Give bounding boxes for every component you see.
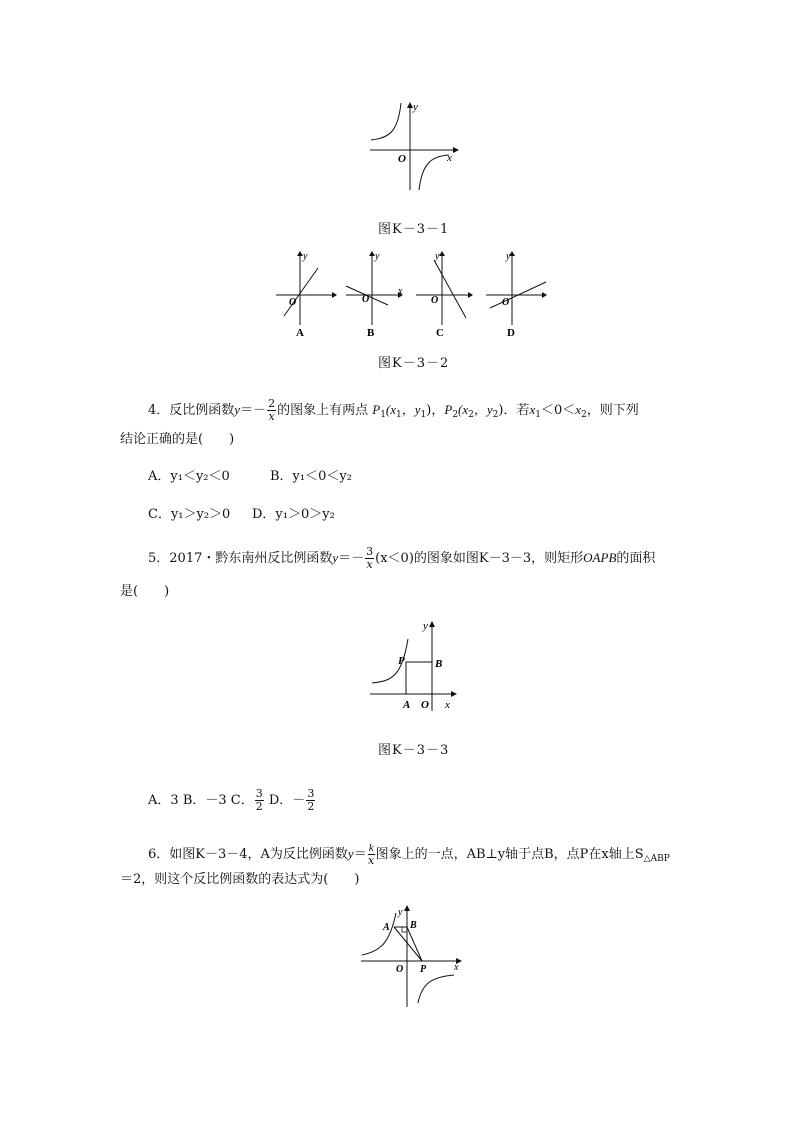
svg-text:x: x: [454, 962, 459, 973]
option-d-label: D: [507, 327, 515, 339]
q5-option-a[interactable]: A．3: [148, 793, 179, 809]
caption-k333: 图K－3－3: [378, 743, 450, 758]
q4-line2: 结论正确的是( ): [120, 432, 235, 447]
q4-line1: 4．反比例函数y＝－ $\frac{2}{x}$ 的图象上有两点 $P_1(x_1$，$y_1$)，$P_2(x_2$，$y_2$)．若$x_1<0<x_2$，则下列: [148, 397, 639, 424]
q5-option-d[interactable]: D．－ $\frac{3}{2}$: [268, 787, 315, 814]
svg-text:A: A: [383, 922, 390, 933]
svg-text:y: y: [435, 251, 440, 262]
svg-text:O: O: [431, 295, 439, 306]
option-c-label: C: [436, 327, 444, 339]
svg-text:x: x: [445, 699, 450, 711]
svg-text:P: P: [420, 964, 427, 975]
q5-line2: 是( ): [120, 584, 170, 599]
q5-option-b[interactable]: B．－3: [182, 793, 227, 809]
hyperbola-branch-lower-right: [418, 975, 454, 1003]
svg-text:B: B: [410, 920, 417, 931]
svg-text:y: y: [398, 907, 403, 918]
option-b-graph: [346, 251, 403, 325]
option-d-graph: [486, 251, 547, 325]
rectangle-oapb: [406, 662, 432, 694]
q5-options: [148, 788, 316, 813]
figure-k332: [270, 250, 560, 340]
q4-option-c[interactable]: C．y₁＞y₂＞0: [148, 507, 231, 522]
line-a: [284, 268, 318, 316]
svg-text:O: O: [362, 294, 370, 305]
svg-text:A: A: [403, 699, 411, 711]
svg-text:P: P: [398, 655, 405, 667]
caption-k332: 图K－3－2: [378, 356, 450, 371]
svg-text:O: O: [289, 297, 297, 308]
segment-ap: [394, 927, 422, 961]
svg-text:B: B: [435, 658, 443, 670]
svg-text:y: y: [303, 251, 308, 262]
figure-k333: [365, 617, 460, 712]
svg-text:y: y: [506, 251, 511, 262]
q5-option-c[interactable]: C． $\frac{3}{2}$: [230, 787, 263, 814]
q4-option-a[interactable]: A．y₁＜y₂＜0: [148, 469, 230, 484]
figure-k334: [358, 903, 466, 1008]
origin-label: O: [398, 153, 406, 165]
hyperbola-branch-upper-left: [371, 103, 401, 140]
caption-k331: 图K－3－1: [378, 222, 450, 237]
option-a-label: A: [296, 327, 304, 339]
figure-k331: [365, 98, 465, 193]
svg-text:O: O: [396, 964, 404, 975]
svg-text:y: y: [423, 620, 428, 632]
right-angle-mark: [402, 927, 407, 932]
option-a-graph: [276, 251, 337, 325]
y-label: y: [413, 101, 418, 113]
option-c-graph: [416, 251, 473, 325]
svg-text:x: x: [398, 286, 403, 297]
x-axis-arrow: [453, 147, 459, 153]
segment-bp: [407, 927, 422, 961]
hyperbola-branch-upper-left: [362, 913, 396, 955]
hyperbola-branch-lower-right: [419, 155, 449, 190]
q6-line2: ＝2，则这个反比例函数的表达式为( ): [120, 872, 360, 887]
line-c: [434, 260, 466, 318]
q4-option-b[interactable]: B．y₁＜0＜y₂: [270, 469, 352, 484]
q5-line1: 5．2017・黔东南州反比例函数y＝－ $\frac{3}{x}$ (x＜0)的图象如图K－3－3，则矩形OAPB的面积: [148, 545, 656, 572]
svg-text:O: O: [421, 699, 429, 711]
x-label: x: [447, 152, 452, 164]
svg-text:y: y: [375, 251, 380, 262]
q6-line1: 6．如图K－3－4，A为反比例函数y＝ $\frac{k}{x}$ 图象上的一点，AB⊥y轴于点B，点P在x轴上$S_{\triangle ABP}$: [148, 842, 670, 868]
option-b-label: B: [367, 327, 375, 339]
svg-text:O: O: [502, 297, 510, 308]
q4-option-d[interactable]: D．y₁＞0＞y₂: [252, 507, 335, 522]
